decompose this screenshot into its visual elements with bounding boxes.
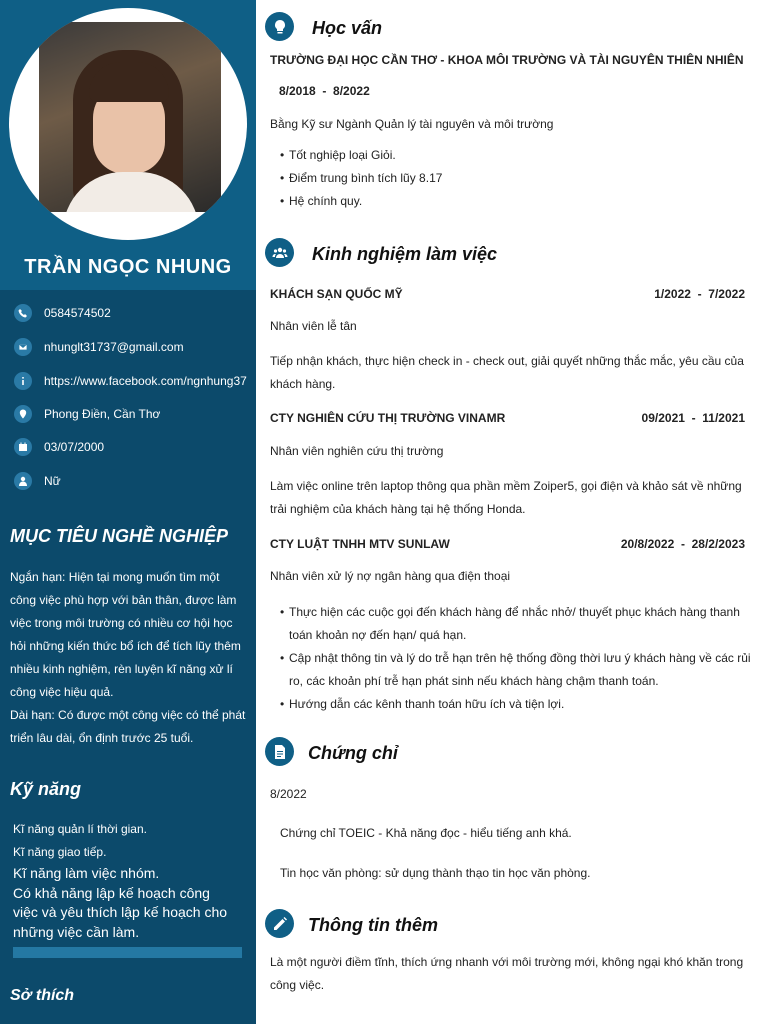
skill-item: những việc cần làm. [13, 923, 140, 940]
skill-item: Kĩ năng giao tiếp. [13, 845, 107, 859]
job-company: CTY NGHIÊN CỨU THỊ TRƯỜNG VINAMR [270, 411, 506, 425]
facebook-link[interactable]: https://www.facebook.com/ngnhung37 [44, 374, 247, 388]
phone-value[interactable]: 0584574502 [44, 306, 111, 320]
main-content [256, 0, 768, 1024]
person-icon [14, 472, 32, 490]
job-dates: 1/2022 - 7/2022 [654, 287, 745, 301]
job-role: Nhân viên nghiên cứu thị trường [270, 444, 444, 458]
team-icon [265, 238, 294, 267]
job-company: CTY LUẬT TNHH MTV SUNLAW [270, 537, 450, 551]
school-name: TRƯỜNG ĐẠI HỌC CẦN THƠ - KHOA MÔI TRƯỜNG VÀ TÀI NGUYÊN THIÊN NHIÊN [270, 53, 744, 67]
profile-photo [39, 22, 221, 212]
job-description: Làm việc online trên laptop thông qua phần mềm Zoiper5, gọi điện và khảo sát về những trải nghiệm của khách hàng tại hệ thống Honda. [270, 479, 742, 516]
contact-facebook [14, 371, 247, 391]
pencil-icon [265, 909, 294, 938]
address-value: Phong Điền, Cần Thơ [44, 407, 161, 421]
job-dates: 20/8/2022 - 28/2/2023 [620, 537, 745, 551]
objective-text: Ngắn hạn: Hiện tại mong muốn tìm một công việc phù hợp với bản thân, được làm việc trong môi trường có nhiều cơ hội học hỏi những kiến thức bổ ích để tích lũy thêm nhiều kinh nghiệm, rèn luyện kĩ năng xử lí công việc hiệu quả. Dài hạn: Có được một công việc có thể phát triển lâu dài, ổn định trước 25 tuổi. [10, 570, 246, 745]
email-icon [14, 338, 32, 356]
document-icon [265, 737, 294, 766]
education-bullet: • Điểm trung bình tích lũy 8.17 [289, 171, 442, 185]
skill-item: Có khả năng lập kế hoạch công [13, 884, 210, 901]
skills-heading: Kỹ năng [10, 779, 82, 799]
sidebar [0, 0, 256, 1024]
job-company: KHÁCH SẠN QUỐC MỸ [270, 287, 403, 301]
additional-info-heading: Thông tin thêm [308, 915, 438, 935]
additional-info-text: Là một người điềm tĩnh, thích ứng nhanh với môi trường mới, không ngại khó khăn trong công việc. [270, 955, 744, 992]
contact-phone [14, 303, 111, 323]
hobbies-heading: Sở thích [10, 987, 75, 1004]
skill-item: Kĩ năng quản lí thời gian. [13, 822, 147, 836]
job-role: Nhân viên lễ tân [270, 319, 357, 333]
experience-heading: Kinh nghiệm làm việc [312, 244, 498, 264]
certificate-date: 8/2022 [270, 787, 307, 801]
email-value[interactable]: nhunglt31737@gmail.com [44, 340, 184, 354]
contact-email [14, 337, 184, 357]
avatar [9, 8, 247, 240]
certificate-item: Tin học văn phòng: sử dụng thành thạo tin học văn phòng. [280, 866, 591, 880]
job-bullet: • Hướng dẫn các kênh thanh toán hữu ích và tiện lợi. [289, 693, 564, 716]
candidate-name: TRẦN NGỌC NHUNG [24, 256, 232, 278]
degree: Bằng Kỹ sư Ngành Quản lý tài nguyên và môi trường [270, 117, 554, 131]
education-bullet: • Tốt nghiệp loại Giỏi. [289, 148, 396, 162]
contact-address [14, 404, 160, 424]
gender-value: Nữ [44, 474, 61, 488]
job-description: Tiếp nhận khách, thực hiện check in - check out, giải quyết những thắc mắc, yêu cầu của khách hàng. [270, 354, 744, 391]
skill-item: việc và yêu thích lập kế hoạch cho [13, 904, 228, 920]
certificates-heading: Chứng chỉ [308, 743, 398, 763]
calendar-icon [14, 438, 32, 456]
job-role: Nhân viên xử lý nợ ngân hàng qua điện thoại [270, 569, 511, 583]
education-dates: 8/2018 - 8/2022 [279, 84, 370, 98]
birthday-value: 03/07/2000 [44, 440, 105, 454]
job-bullet: • Thực hiện các cuộc gọi đến khách hàng để nhắc nhở/ thuyết phục khách hàng thanh toán khoản nợ đến hạn/ quá hạn. [289, 601, 740, 647]
skill-item: Kĩ năng làm việc nhóm. [13, 865, 160, 881]
education-bullet: • Hệ chính quy. [289, 194, 362, 208]
job-dates: 09/2021 - 11/2021 [641, 411, 745, 425]
certificate-item: Chứng chỉ TOEIC - Khả năng đọc - hiểu tiếng anh khá. [280, 826, 572, 840]
objective-heading: MỤC TIÊU NGHỀ NGHIỆP [10, 526, 229, 546]
education-heading: Học vấn [312, 18, 383, 38]
skills-list [13, 818, 243, 942]
job-bullet: • Cập nhật thông tin và lý do trễ hạn trên hệ thống đồng thời lưu ý khách hàng về các rủi ro, các khoản phí trễ hạn phát sinh nếu khách hàng chậm thanh toán. [289, 647, 751, 693]
location-pin-icon [14, 405, 32, 423]
skill-level-bar [13, 947, 242, 958]
info-icon [14, 372, 32, 390]
lightbulb-icon [265, 12, 294, 41]
phone-icon [14, 304, 32, 322]
contact-gender [14, 471, 61, 491]
contact-birthday [14, 437, 104, 457]
